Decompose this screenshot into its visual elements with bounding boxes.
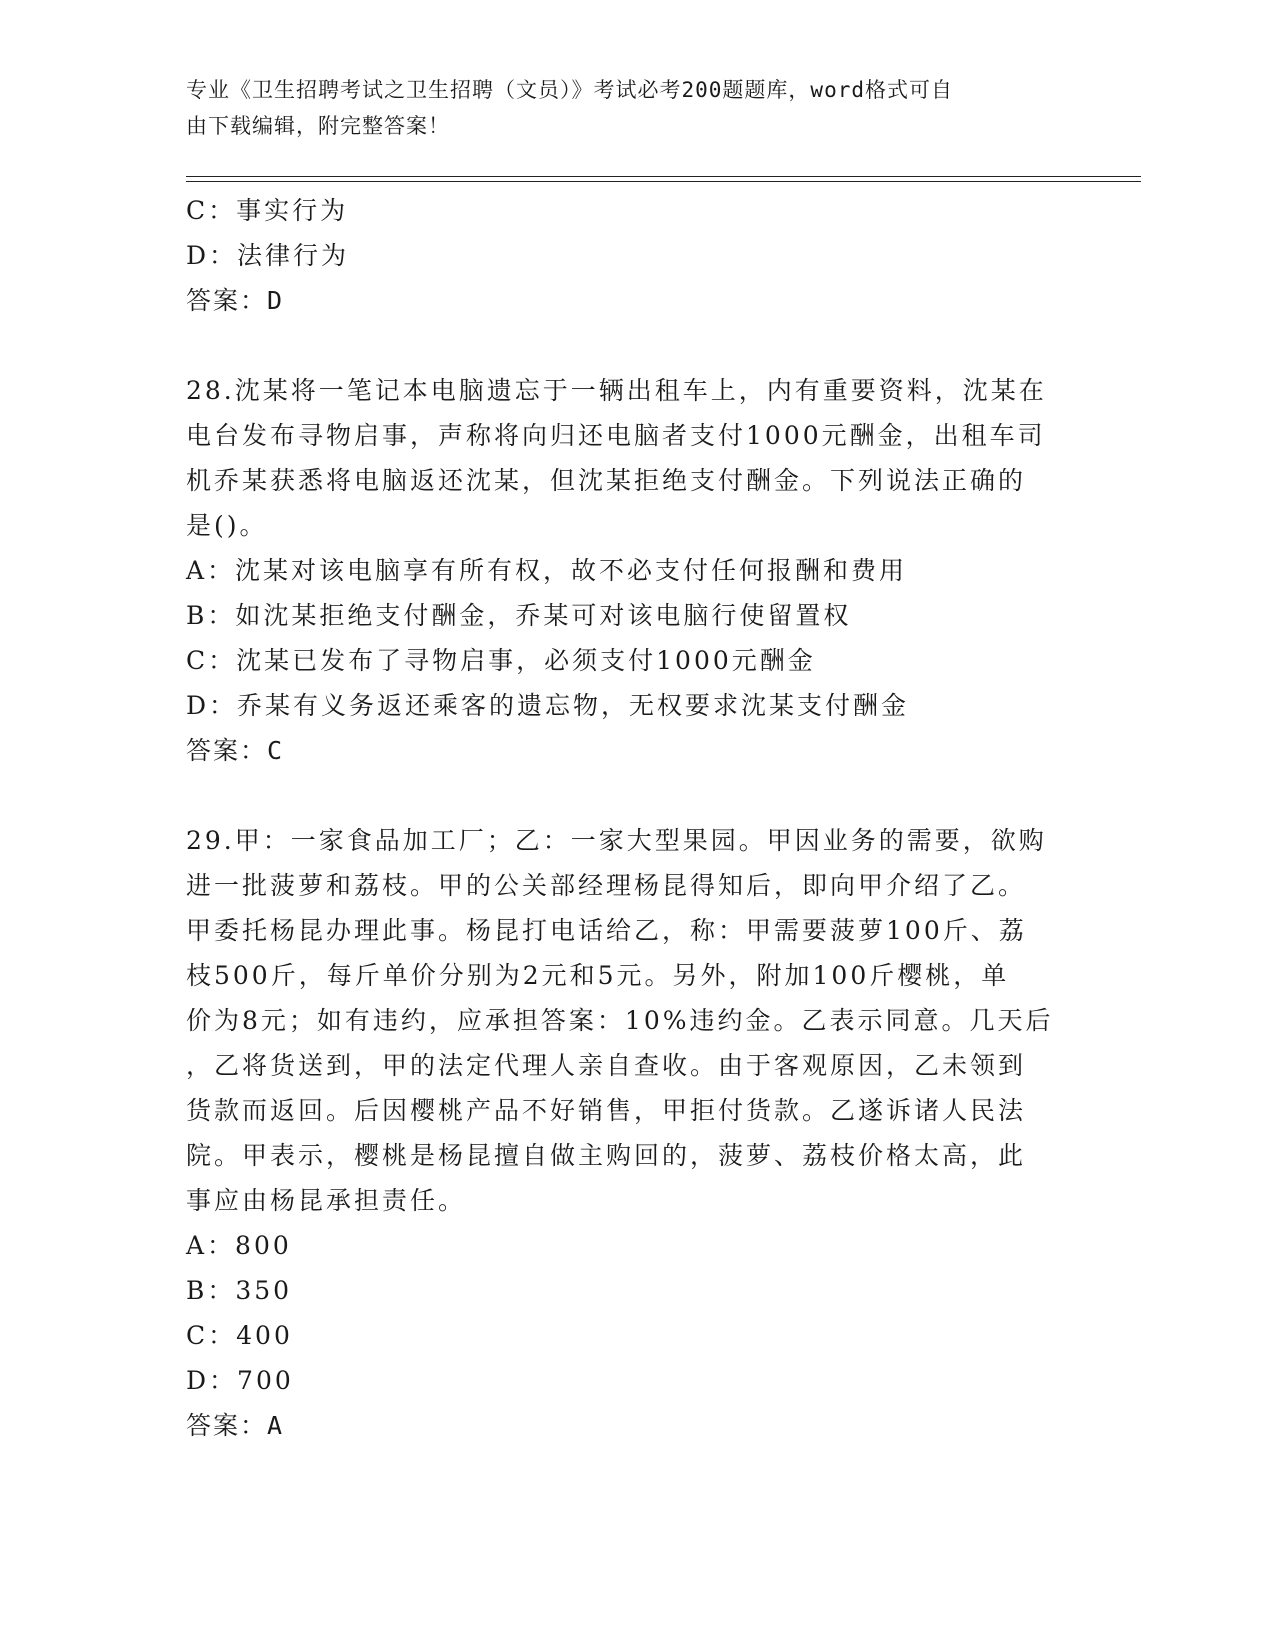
answer-line: [186, 728, 1066, 773]
option-d: D：乔某有义务返还乘客的遗忘物，无权要求沈某支付酬金: [186, 691, 910, 720]
question-stem-line: 28.沈某将一笔记本电脑遗忘于一辆出租车上，内有重要资料，沈某在: [186, 376, 1047, 405]
answer-label: 答案：: [186, 1411, 268, 1440]
question-stem-line: 进一批菠萝和荔枝。甲的公关部经理杨昆得知后，即向甲介绍了乙。: [186, 871, 1027, 900]
option-a: A：沈某对该电脑享有所有权，故不必支付任何报酬和费用: [186, 556, 908, 585]
question-stem-line: 事应由杨昆承担责任。: [186, 1186, 467, 1215]
question-stem-line: 枝500斤，每斤单价分别为2元和5元。另外，附加100斤樱桃，单: [186, 961, 1010, 990]
question-stem-line: 甲委托杨昆办理此事。杨昆打电话给乙，称：甲需要菠萝100斤、荔: [186, 916, 1027, 945]
question-stem-line: 电台发布寻物启事，声称将向归还电脑者支付1000元酬金，出租车司: [186, 421, 1046, 450]
option-b: B：如沈某拒绝支付酬金，乔某可对该电脑行使留置权: [186, 601, 852, 630]
answer-line: [186, 278, 1066, 323]
answer-label: 答案：: [186, 736, 268, 765]
question-28: [186, 368, 1066, 773]
header-divider-bottom: [186, 181, 1141, 182]
header-divider-top: [186, 176, 1141, 177]
option-c: C：400: [186, 1321, 293, 1350]
answer-value: D: [267, 286, 285, 315]
question-stem-line: 是()。: [186, 511, 268, 540]
document-header: [186, 72, 1066, 144]
option-b: B：350: [186, 1276, 293, 1305]
answer-label: 答案：: [186, 286, 268, 315]
option-d: D：700: [186, 1366, 294, 1395]
question-stem-line: 货款而返回。后因樱桃产品不好销售，甲拒付货款。乙遂诉诸人民法: [186, 1096, 1027, 1125]
option-d: D：法律行为: [186, 241, 350, 270]
question-stem-line: 机乔某获悉将电脑返还沈某，但沈某拒绝支付酬金。下列说法正确的: [186, 466, 1027, 495]
answer-line: [186, 1403, 1066, 1448]
answer-value: A: [267, 1411, 285, 1440]
spacer: [186, 323, 1066, 368]
document-body: [186, 188, 1066, 1448]
option-a: A：800: [186, 1231, 292, 1260]
spacer: [186, 773, 1066, 818]
option-c: C：事实行为: [186, 196, 349, 225]
question-stem-line: 院。甲表示，樱桃是杨昆擅自做主购回的，菠萝、荔枝价格太高，此: [186, 1141, 1027, 1170]
question-29: [186, 818, 1066, 1448]
header-line-1: 专业《卫生招聘考试之卫生招聘（文员）》考试必考200题题库，word格式可自: [186, 78, 953, 102]
header-line-2: 由下载编辑，附完整答案！: [186, 114, 450, 138]
question-stem-line: 价为8元；如有违约，应承担答案：10%违约金。乙表示同意。几天后: [186, 1006, 1054, 1035]
question-27: [186, 188, 1066, 323]
question-stem-line: 29.甲：一家食品加工厂；乙：一家大型果园。甲因业务的需要，欲购: [186, 826, 1047, 855]
answer-value: C: [267, 736, 285, 765]
question-stem-line: ，乙将货送到，甲的法定代理人亲自查收。由于客观原因，乙未领到: [186, 1051, 1027, 1080]
option-c: C：沈某已发布了寻物启事，必须支付1000元酬金: [186, 646, 816, 675]
